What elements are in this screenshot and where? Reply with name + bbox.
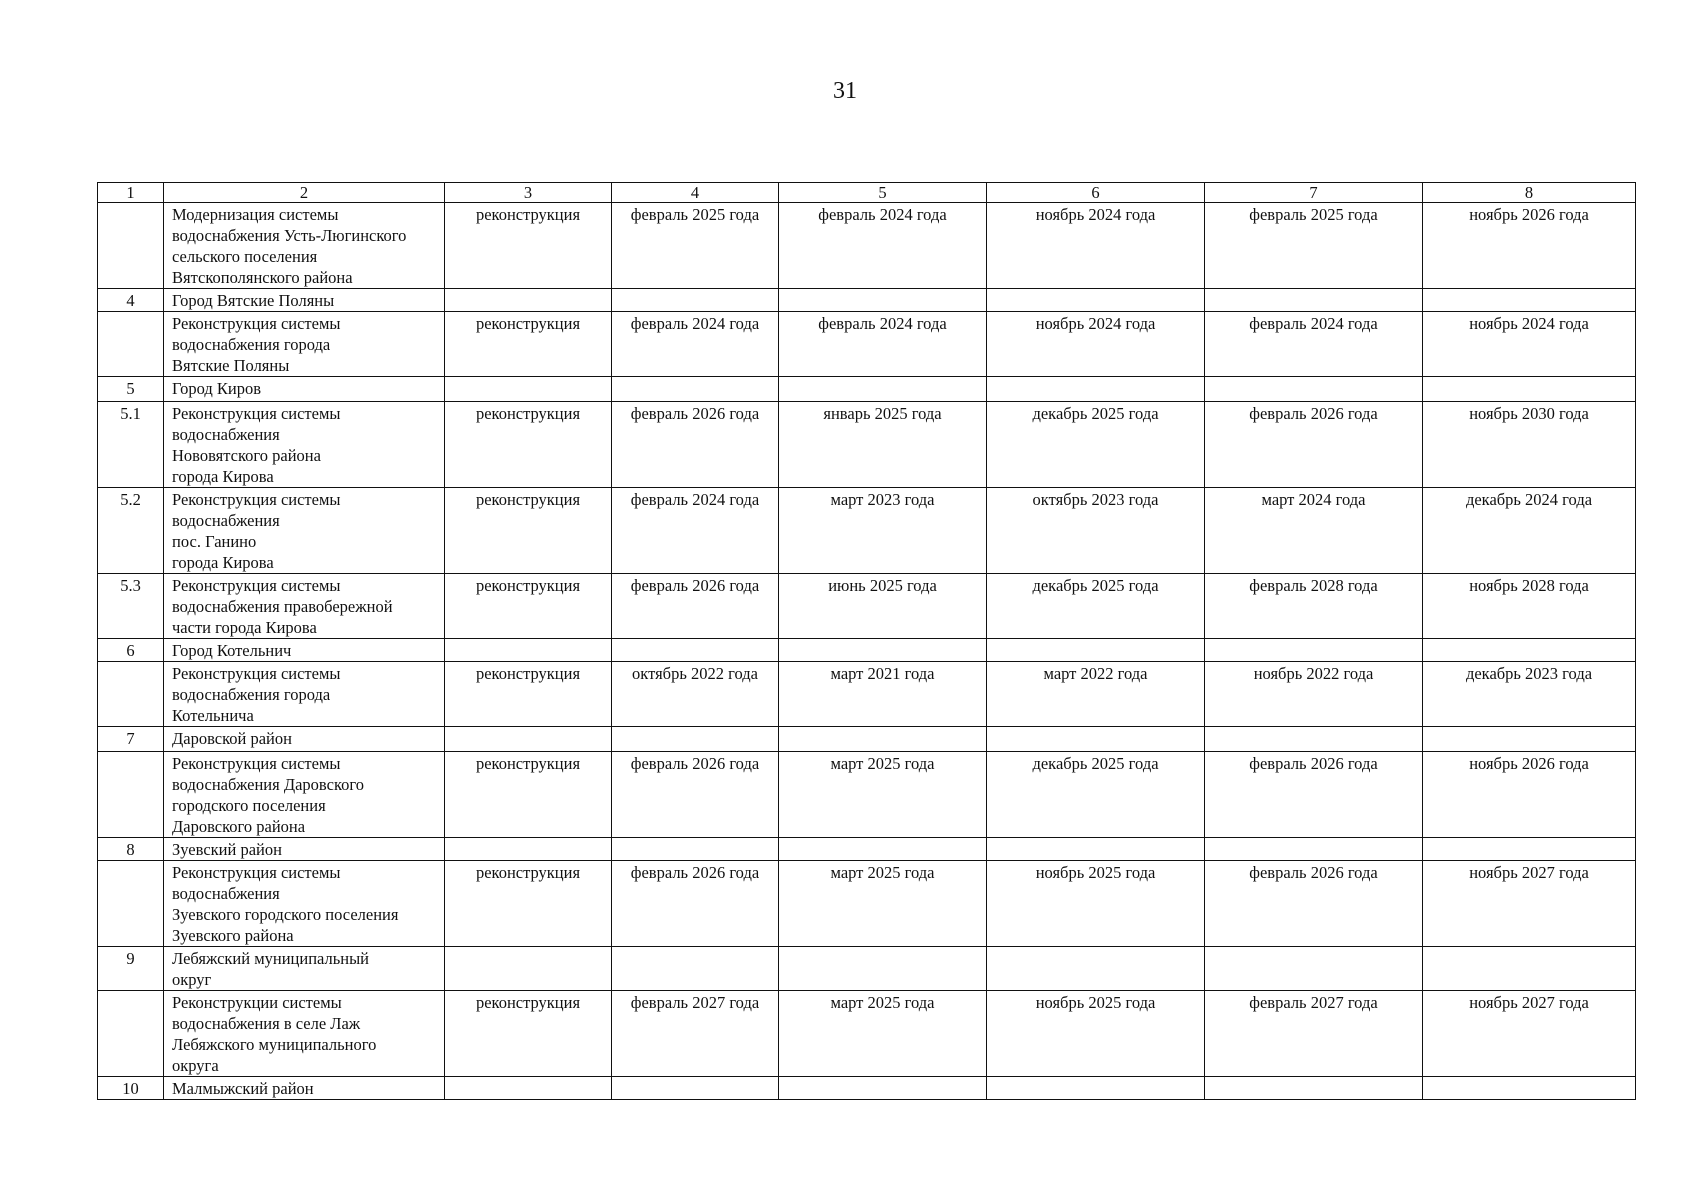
header-cell: 3 [445, 183, 612, 203]
row-name-cell: Реконструкции системы водоснабжения в селе Лаж Лебяжского муниципального округа [164, 991, 445, 1077]
date-cell-7 [1205, 1077, 1423, 1100]
row-name-cell: Реконструкция системы водоснабжения города Вятские Поляны [164, 312, 445, 377]
work-type-cell: реконструкция [445, 662, 612, 727]
row-name-cell: Город Киров [164, 377, 445, 402]
date-cell-4: февраль 2024 года [612, 312, 779, 377]
date-cell-7 [1205, 727, 1423, 752]
date-cell-8 [1423, 377, 1636, 402]
date-cell-5: март 2025 года [779, 991, 987, 1077]
date-cell-4: октябрь 2022 года [612, 662, 779, 727]
date-cell-7: ноябрь 2022 года [1205, 662, 1423, 727]
date-cell-8 [1423, 1077, 1636, 1100]
table-group-row [98, 639, 1636, 662]
date-cell-4 [612, 377, 779, 402]
date-cell-8: ноябрь 2024 года [1423, 312, 1636, 377]
row-number-cell: 6 [98, 639, 164, 662]
row-number-cell: 7 [98, 727, 164, 752]
row-name-cell: Реконструкция системы водоснабжения Даровского городского поселения Даровского района [164, 752, 445, 838]
work-type-cell: реконструкция [445, 402, 612, 488]
date-cell-8 [1423, 838, 1636, 861]
date-cell-5 [779, 1077, 987, 1100]
table-group-row [98, 289, 1636, 312]
header-cell: 1 [98, 183, 164, 203]
date-cell-5: июнь 2025 года [779, 574, 987, 639]
row-name-cell: Лебяжский муниципальный округ [164, 947, 445, 991]
date-cell-6: ноябрь 2025 года [987, 991, 1205, 1077]
date-cell-8: ноябрь 2027 года [1423, 861, 1636, 947]
date-cell-5 [779, 639, 987, 662]
date-cell-4: февраль 2025 года [612, 203, 779, 289]
row-number-cell: 9 [98, 947, 164, 991]
date-cell-6 [987, 1077, 1205, 1100]
table-group-row [98, 838, 1636, 861]
row-number-cell [98, 752, 164, 838]
table-row [98, 752, 1636, 838]
work-type-cell [445, 947, 612, 991]
row-number-cell: 5.2 [98, 488, 164, 574]
work-type-cell: реконструкция [445, 203, 612, 289]
date-cell-7: февраль 2027 года [1205, 991, 1423, 1077]
work-type-cell [445, 1077, 612, 1100]
date-cell-7: февраль 2028 года [1205, 574, 1423, 639]
row-number-cell: 4 [98, 289, 164, 312]
header-cell: 7 [1205, 183, 1423, 203]
date-cell-4: февраль 2027 года [612, 991, 779, 1077]
date-cell-6: декабрь 2025 года [987, 752, 1205, 838]
work-type-cell: реконструкция [445, 861, 612, 947]
date-cell-6: декабрь 2025 года [987, 402, 1205, 488]
row-name-cell: Реконструкция системы водоснабжения пос. Ганино города Кирова [164, 488, 445, 574]
table-group-row [98, 727, 1636, 752]
date-cell-4: февраль 2026 года [612, 402, 779, 488]
row-number-cell [98, 203, 164, 289]
date-cell-4 [612, 727, 779, 752]
date-cell-5: февраль 2024 года [779, 203, 987, 289]
date-cell-5 [779, 947, 987, 991]
header-cell: 2 [164, 183, 445, 203]
date-cell-7: февраль 2026 года [1205, 861, 1423, 947]
date-cell-7: февраль 2025 года [1205, 203, 1423, 289]
row-number-cell [98, 662, 164, 727]
date-cell-5 [779, 727, 987, 752]
date-cell-7 [1205, 838, 1423, 861]
table-group-row [98, 1077, 1636, 1100]
schedule-table [97, 182, 1636, 1100]
table-row [98, 203, 1636, 289]
row-name-cell: Город Котельнич [164, 639, 445, 662]
header-cell: 8 [1423, 183, 1636, 203]
date-cell-5: март 2025 года [779, 752, 987, 838]
row-name-cell: Город Вятские Поляны [164, 289, 445, 312]
date-cell-6 [987, 639, 1205, 662]
row-number-cell: 8 [98, 838, 164, 861]
date-cell-7: февраль 2026 года [1205, 402, 1423, 488]
row-number-cell: 5.3 [98, 574, 164, 639]
date-cell-8 [1423, 289, 1636, 312]
row-number-cell: 5 [98, 377, 164, 402]
date-cell-4 [612, 947, 779, 991]
date-cell-6: ноябрь 2024 года [987, 203, 1205, 289]
header-cell: 6 [987, 183, 1205, 203]
table-body [98, 183, 1636, 1100]
work-type-cell: реконструкция [445, 752, 612, 838]
date-cell-5: март 2021 года [779, 662, 987, 727]
row-number-cell [98, 861, 164, 947]
work-type-cell: реконструкция [445, 312, 612, 377]
date-cell-6 [987, 289, 1205, 312]
work-type-cell [445, 639, 612, 662]
date-cell-7 [1205, 377, 1423, 402]
row-name-cell: Малмыжский район [164, 1077, 445, 1100]
table-row [98, 312, 1636, 377]
date-cell-4: февраль 2026 года [612, 574, 779, 639]
date-cell-4: февраль 2026 года [612, 752, 779, 838]
table-row [98, 402, 1636, 488]
date-cell-8: декабрь 2023 года [1423, 662, 1636, 727]
date-cell-7 [1205, 947, 1423, 991]
row-number-cell: 10 [98, 1077, 164, 1100]
date-cell-6: декабрь 2025 года [987, 574, 1205, 639]
date-cell-7: март 2024 года [1205, 488, 1423, 574]
date-cell-5: март 2023 года [779, 488, 987, 574]
table-row [98, 662, 1636, 727]
date-cell-8: ноябрь 2030 года [1423, 402, 1636, 488]
work-type-cell [445, 838, 612, 861]
date-cell-5: февраль 2024 года [779, 312, 987, 377]
date-cell-4: февраль 2026 года [612, 861, 779, 947]
row-name-cell: Зуевский район [164, 838, 445, 861]
date-cell-6: ноябрь 2025 года [987, 861, 1205, 947]
date-cell-7: февраль 2026 года [1205, 752, 1423, 838]
date-cell-5: январь 2025 года [779, 402, 987, 488]
date-cell-4 [612, 289, 779, 312]
date-cell-8 [1423, 727, 1636, 752]
row-number-cell: 5.1 [98, 402, 164, 488]
row-name-cell: Даровской район [164, 727, 445, 752]
date-cell-4: февраль 2024 года [612, 488, 779, 574]
table-header-row [98, 183, 1636, 203]
table-group-row [98, 947, 1636, 991]
date-cell-4 [612, 1077, 779, 1100]
date-cell-8: ноябрь 2027 года [1423, 991, 1636, 1077]
date-cell-6 [987, 838, 1205, 861]
table-group-row [98, 377, 1636, 402]
row-name-cell: Модернизация системы водоснабжения Усть-Люгинского сельского поселения Вятскополянского района [164, 203, 445, 289]
table-row [98, 574, 1636, 639]
work-type-cell: реконструкция [445, 991, 612, 1077]
work-type-cell: реконструкция [445, 488, 612, 574]
page-number: 31 [833, 78, 857, 104]
work-type-cell [445, 289, 612, 312]
date-cell-5 [779, 377, 987, 402]
date-cell-7: февраль 2024 года [1205, 312, 1423, 377]
table-row [98, 488, 1636, 574]
header-cell: 5 [779, 183, 987, 203]
date-cell-6 [987, 947, 1205, 991]
date-cell-5 [779, 289, 987, 312]
header-cell: 4 [612, 183, 779, 203]
date-cell-8: декабрь 2024 года [1423, 488, 1636, 574]
date-cell-5 [779, 838, 987, 861]
row-name-cell: Реконструкция системы водоснабжения правобережной части города Кирова [164, 574, 445, 639]
row-name-cell: Реконструкция системы водоснабжения города Котельнича [164, 662, 445, 727]
row-number-cell [98, 991, 164, 1077]
date-cell-8 [1423, 947, 1636, 991]
date-cell-8: ноябрь 2026 года [1423, 203, 1636, 289]
date-cell-7 [1205, 289, 1423, 312]
date-cell-6: ноябрь 2024 года [987, 312, 1205, 377]
table-row [98, 991, 1636, 1077]
row-number-cell [98, 312, 164, 377]
date-cell-6: март 2022 года [987, 662, 1205, 727]
date-cell-5: март 2025 года [779, 861, 987, 947]
date-cell-7 [1205, 639, 1423, 662]
date-cell-6: октябрь 2023 года [987, 488, 1205, 574]
date-cell-8 [1423, 639, 1636, 662]
date-cell-4 [612, 639, 779, 662]
row-name-cell: Реконструкция системы водоснабжения Зуевского городского поселения Зуевского района [164, 861, 445, 947]
date-cell-6 [987, 727, 1205, 752]
date-cell-8: ноябрь 2026 года [1423, 752, 1636, 838]
work-type-cell [445, 727, 612, 752]
work-type-cell [445, 377, 612, 402]
table-row [98, 861, 1636, 947]
date-cell-4 [612, 838, 779, 861]
row-name-cell: Реконструкция системы водоснабжения Нововятского района города Кирова [164, 402, 445, 488]
work-type-cell: реконструкция [445, 574, 612, 639]
date-cell-6 [987, 377, 1205, 402]
date-cell-8: ноябрь 2028 года [1423, 574, 1636, 639]
